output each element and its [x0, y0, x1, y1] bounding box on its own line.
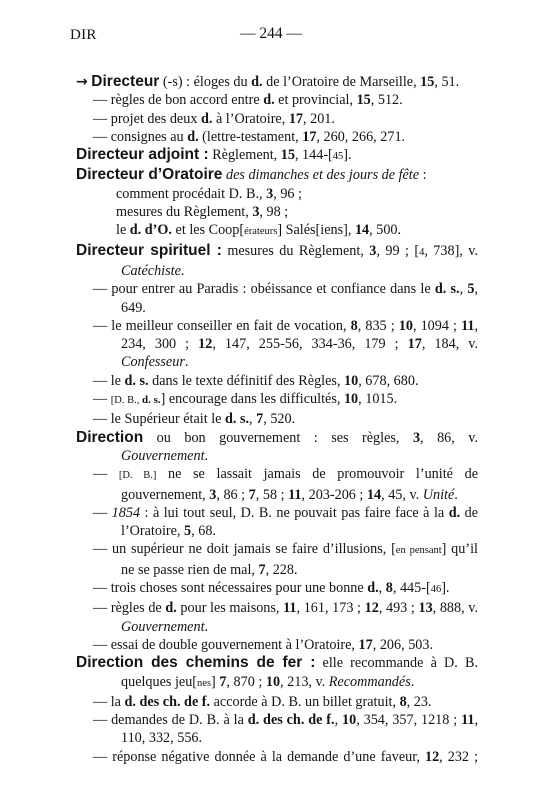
index-subentry: — règles de d. pour les maisons, 11, 161, 173 ; 12, 493 ; 13, 888, v. Gouvernement. [93, 600, 478, 635]
index-entry-directeur-oratoire: Directeur d’Oratoire des dimanches et des jours de fête : [76, 166, 427, 184]
index-entry-direction-chemins-de-fer: Direction des chemins de fer : elle recommande à D. B. quelques jeu[nes] 7, 870 ; 10, 213, v. Recommandés. [76, 654, 478, 690]
running-head: DIR [70, 27, 97, 43]
page-number: — 244 — [240, 25, 302, 42]
entry-heading: Directeur [91, 73, 160, 90]
entry-heading: Directeur adjoint : [76, 146, 209, 164]
entry-heading: Direction [76, 428, 144, 446]
index-subentry: — [D. B., d. s.] encourage dans les difficultés, 10, 1015. [93, 391, 398, 408]
index-subentry: mesures du Règlement, 3, 98 ; [116, 204, 289, 221]
index-subentry: — réponse négative donnée à la demande d’une faveur, 12, 232 ; [93, 748, 479, 765]
index-subentry: — le d. s. dans le texte définitif des Règles, 10, 678, 680. [93, 372, 419, 389]
index-subentry: — consignes au d. (lettre-testament, 17, 260, 266, 271. [93, 128, 406, 145]
index-subentry: — [D. B.] ne se lassait jamais de promouvoir l’unité de gouvernement, 3, 86 ; 7, 58 ; 11, 203-206 ; 14, 45, v. Unité. [93, 466, 478, 503]
entry-heading: Directeur d’Oratoire [76, 166, 223, 184]
entry-heading: Direction des chemins de fer : [76, 654, 316, 672]
index-subentry: — la d. des ch. de f. accorde à D. B. un billet gratuit, 8, 23. [93, 693, 432, 710]
index-subentry: — projet des deux d. à l’Oratoire, 17, 201. [93, 110, 335, 127]
index-subentry: — le Supérieur était le d. s., 7, 520. [93, 411, 296, 428]
index-entry-direction: Direction ou bon gouvernement : ses règles, 3, 86, v. Gouvernement. [76, 428, 479, 464]
index-entry-directeur: → Directeur (-s) : éloges du d. de l’Oratoire de Marseille, 15, 51. [76, 73, 460, 90]
index-entry-directeur-adjoint: Directeur adjoint : Règlement, 15, 144-[45]. [76, 146, 352, 164]
index-subentry: comment procédait D. B., 3, 96 ; [116, 185, 302, 202]
index-entry-directeur-spirituel: Directeur spirituel : mesures du Règlement, 3, 99 ; [4, 738], v. Catéchiste. [76, 241, 479, 279]
index-subentry: — le meilleur conseiller en fait de vocation, 8, 835 ; 10, 1094 ; 11, 234, 300 ; 12, 147, 255-56, 334-36, 179 ; 17, 184, v. Confesseur. [93, 317, 479, 371]
index-body [76, 73, 478, 766]
index-subentry: — 1854 : à lui tout seul, D. B. ne pouvait pas faire face à la d. de l’Oratoire, 5, 68. [93, 504, 478, 540]
entry-heading: Directeur spirituel : [76, 241, 222, 259]
index-subentry: — pour entrer au Paradis : obéissance et confiance dans le d. s., 5, 649. [93, 281, 478, 316]
index-subentry: — essai de double gouvernement à l’Oratoire, 17, 206, 503. [93, 636, 434, 653]
arrow-icon: → [76, 74, 88, 90]
index-subentry: — un supérieur ne doit jamais se faire d’illusions, [en pensant] qu’il ne se passe rien de mal, 7, 228. [93, 541, 478, 578]
index-subentry: — trois choses sont nécessaires pour une bonne d., 8, 445-[46]. [93, 580, 450, 597]
index-subentry: — demandes de D. B. à la d. des ch. de f., 10, 354, 357, 1218 ; 11, 110, 332, 556. [93, 712, 479, 747]
index-subentry: le d. d’O. et les Coop[érateurs] Salés[iens], 14, 500. [116, 222, 402, 239]
index-subentry: — règles de bon accord entre d. et provincial, 15, 512. [93, 92, 403, 109]
